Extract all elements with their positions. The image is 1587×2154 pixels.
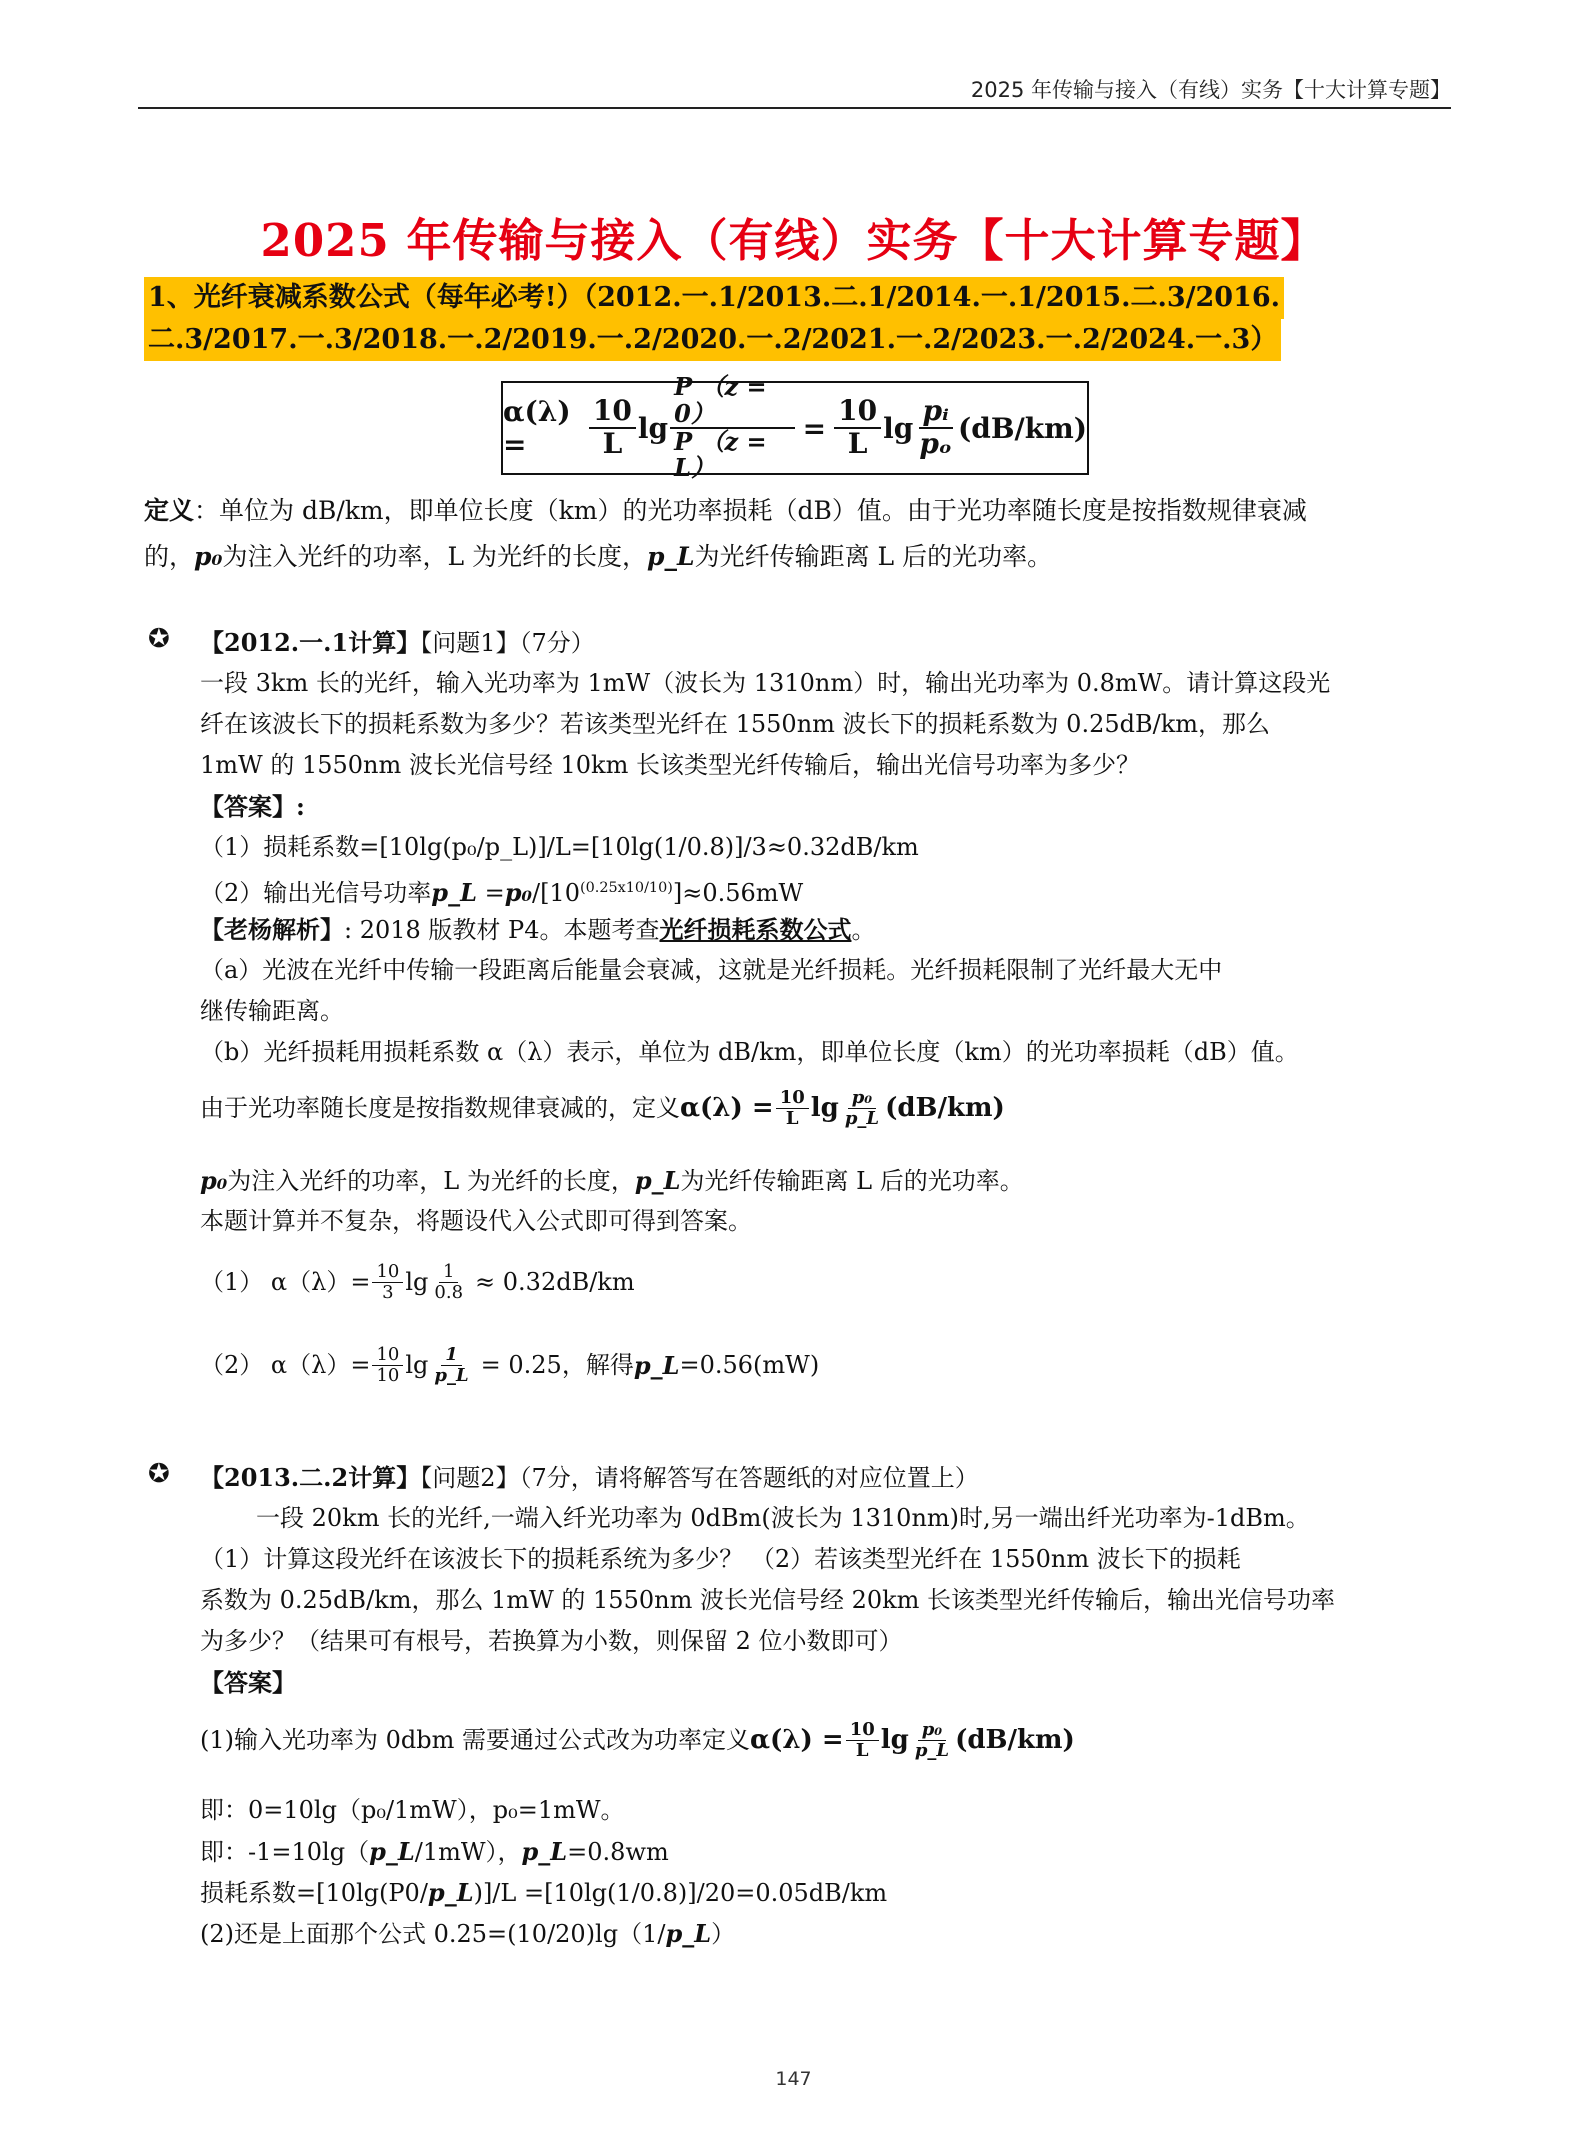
q2-answer-label: 【答案】 — [200, 1668, 296, 1697]
q1-simple-line: 本题计算并不复杂，将题设代入公式即可得到答案。 — [200, 1207, 752, 1235]
definition-line1 — [144, 490, 1454, 532]
q1-line3: 1mW 的 1550nm 波长光信号经 10km 长该类型光纤传输后，输出光信号功率为多少？ — [200, 751, 1140, 779]
q2-ans1-lg: lg — [880, 1725, 909, 1755]
section-heading-line1: 1、光纤衰减系数公式（每年必考!）（2012.一.1/2013.二.1/2014.一.1/2015.二.3/2016. — [144, 277, 1284, 319]
pL-symbol: p_L — [431, 878, 477, 907]
q1-calc1 — [200, 1262, 1455, 1303]
q1-line2: 纤在该波长下的损耗系数为多少？若该类型光纤在 1550nm 波长下的损耗系数为 0.25dB/km，那么 — [200, 710, 1271, 738]
q1-ans2-c: /[10 — [531, 879, 580, 907]
q2-ji2-a: 即：-1=10lg（ — [200, 1838, 370, 1866]
q1-def-unit: (dB/km) — [885, 1093, 1005, 1123]
pL-symbol: p_L — [633, 1351, 680, 1380]
q2-loss-a: 损耗系数=[10lg(P0/ — [200, 1879, 428, 1907]
q1-definition-formula — [200, 1088, 1455, 1129]
q2-heading — [200, 1457, 1455, 1499]
q1-p0-text-c: 为光纤传输距离 L 后的光功率。 — [680, 1167, 1024, 1195]
q1-point-a-line2: 继传输距离。 — [200, 997, 344, 1025]
q1-ans2-eq: = — [476, 879, 505, 907]
q1-answer2 — [200, 868, 1455, 914]
q1-analysis — [200, 909, 1455, 951]
q2-ans1-lhs: α(λ) = — [750, 1725, 844, 1755]
definition-text-2b: 为注入光纤的功率，L 为光纤的长度， — [222, 542, 648, 571]
section-heading-line2: 二.3/2017.一.3/2018.一.2/2019.一.2/2020.一.2/2021.一.2/2023.一.2/2024.一.3） — [144, 319, 1281, 361]
q2-ans1-frac2: $\frac{\text{p₀}}{p\_L}$ — [914, 1719, 950, 1761]
pL-symbol: p_L — [369, 1837, 415, 1866]
calc1-frac1: $\frac{10}{3}$ — [372, 1262, 403, 1303]
analysis-text-a: : 2018 版教材 P4。本题考查 — [344, 916, 660, 944]
calc2-lg: lg — [405, 1351, 429, 1379]
q1-calc2 — [200, 1345, 1455, 1386]
q2-tag: 【2013.二.2计算】 — [200, 1463, 421, 1492]
q1-point-a-line1: （a）光波在光纤中传输一段距离后能量会衰减，这就是光纤损耗。光纤损耗限制了光纤最大无中 — [200, 956, 1223, 984]
q2-ans1-text: (1)输入光功率为 0dbm 需要通过公式改为功率定义 — [200, 1726, 751, 1754]
q1-def-text: 由于光功率随长度是按指数规律衰减的，定义 — [200, 1094, 680, 1122]
calc1-frac2: $\frac{1}{0.8}$ — [434, 1261, 464, 1303]
q1-ans2-text: （2）输出光信号功率 — [200, 879, 432, 907]
calc2-lhs: （2） α（λ）= — [200, 1351, 371, 1379]
calc2-result: = 0.25，解得 — [480, 1351, 634, 1379]
formula-equals: = — [802, 411, 827, 445]
question-star-icon: ✪ — [148, 624, 170, 654]
q1-def-frac2: $\frac{\text{p₀}}{p\_L}$ — [844, 1087, 880, 1129]
definition-line2 — [144, 536, 1454, 578]
q2-ans1-unit: (dB/km) — [955, 1725, 1075, 1755]
formula-fraction-pi-over-po: $\frac{\text{pᵢ}}{\text{pₒ}}$ — [919, 394, 952, 460]
page-number: 147 — [775, 2068, 812, 2090]
formula-fraction-10-over-L-2: $\frac{10}{L}$ — [834, 396, 881, 460]
q2-ji2-b: /1mW）， — [414, 1838, 522, 1866]
formula-lg: lg — [637, 411, 669, 445]
definition-text-2a: 的， — [144, 542, 195, 571]
analysis-keyword: 光纤损耗系数公式 — [659, 915, 852, 944]
q2-line3: 系数为 0.25dB/km，那么 1mW 的 1550nm 波长光信号经 20km 长该类型光纤传输后，输出光信号功率 — [200, 1586, 1336, 1614]
q1-ans2-d: ]≈0.56mW — [672, 879, 804, 907]
q1-p0-text: 为注入光纤的功率，L 为光纤的长度， — [227, 1167, 635, 1195]
formula-unit: (dB/km) — [958, 411, 1087, 445]
q2-ans2-b: ） — [711, 1920, 736, 1948]
q2-loss-b: )]/L =[10lg(1/0.8)]/20=0.05dB/km — [473, 1879, 888, 1907]
q2-ji2 — [200, 1831, 1455, 1873]
analysis-text-b: 。 — [851, 916, 876, 944]
q1-def-frac1: $\frac{10}{L}$ — [776, 1088, 809, 1129]
calc2-result-c: =0.56(mW) — [679, 1351, 820, 1379]
pL-symbol: p_L — [521, 1837, 568, 1866]
formula-fraction-p0-over-pL: $\frac{P (z = 0)}{P (z = L)}$ — [670, 374, 795, 482]
q1-def-lhs: α(λ) = — [680, 1093, 774, 1123]
running-header: 2025 年传输与接入（有线）实务【十大计算专题】 — [970, 78, 1451, 102]
q2-tag-rest: 【问题2】（7分，请将解答写在答题纸的对应位置上） — [420, 1464, 979, 1492]
q2-ji1: 即：0=10lg（p₀/1mW），p₀=1mW。 — [200, 1796, 625, 1824]
formula-fraction-10-over-L: $\frac{10}{L}$ — [589, 396, 636, 460]
definition-label: 定义 — [144, 496, 195, 525]
q2-line2: （1）计算这段光纤在该波长下的损耗系统为多少？ （2）若该类型光纤在 1550nm 波长下的损耗 — [200, 1545, 1241, 1573]
q2-ans1-frac1: $\frac{10}{L}$ — [846, 1720, 879, 1761]
pL-symbol: p_L — [634, 1166, 681, 1195]
q2-line4: 为多少？（结果可有根号，若换算为小数，则保留 2 位小数即可） — [200, 1627, 903, 1655]
q1-def-lg: lg — [810, 1093, 839, 1123]
pL-symbol: p_L — [427, 1878, 474, 1907]
calc1-lg: lg — [405, 1268, 429, 1296]
calc1-result: ≈ 0.32dB/km — [475, 1268, 635, 1296]
calc2-frac2: $\frac{1}{p\_L}$ — [434, 1344, 469, 1386]
p0-symbol: p₀ — [200, 1166, 228, 1195]
q1-answer-label: 【答案】: — [200, 792, 305, 821]
calc1-lhs: （1） α（λ）= — [200, 1268, 371, 1296]
q1-answer1: （1）损耗系数=[10lg(p₀/p_L)]/L=[10lg(1/0.8)]/3≈0.32dB/km — [200, 833, 919, 861]
q2-line1: 一段 20km 长的光纤,一端入纤光功率为 0dBm(波长为 1310nm)时,另一端出纤光功率为-1dBm。 — [256, 1504, 1310, 1532]
question-star-icon: ✪ — [148, 1459, 170, 1489]
calc2-frac1: $\frac{10}{10}$ — [372, 1345, 403, 1386]
q1-tag-rest: 【问题1】（7分） — [420, 629, 595, 657]
q2-answer2 — [200, 1913, 1455, 1955]
q1-tag: 【2012.一.1计算】 — [200, 628, 421, 657]
pL-symbol: p_L — [647, 542, 695, 571]
pL-symbol: p_L — [665, 1919, 712, 1948]
formula-lg-2: lg — [883, 411, 914, 445]
attenuation-formula-box — [501, 372, 1089, 483]
q1-heading — [200, 622, 1455, 664]
header-divider — [138, 107, 1451, 109]
q1-ans2-exponent: (0.25x10/10) — [579, 880, 673, 896]
p0-symbol: p₀ — [504, 878, 532, 907]
definition-text-1: ：单位为 dB/km，即单位长度（km）的光功率损耗（dB）值。由于光功率随长度是按指数规律衰减 — [194, 496, 1307, 525]
q1-line1: 一段 3km 长的光纤，输入光功率为 1mW（波长为 1310nm）时，输出光功率为 0.8mW。请计算这段光 — [200, 669, 1331, 697]
page-title: 2025 年传输与接入（有线）实务【十大计算专题】 — [260, 214, 1327, 267]
q2-ans2-a: (2)还是上面那个公式 0.25=(10/20)lg（1/ — [200, 1920, 666, 1948]
p0-symbol: p₀ — [194, 542, 223, 571]
formula-lhs: α(λ) = — [503, 395, 571, 461]
q2-ji2-c: =0.8wm — [567, 1838, 669, 1866]
q1-p0-line — [200, 1160, 1455, 1202]
q2-loss-coefficient — [200, 1872, 1455, 1914]
analysis-label: 【老杨解析】 — [200, 915, 344, 944]
q2-answer1 — [200, 1720, 1455, 1761]
definition-text-2c: 为光纤传输距离 L 后的光功率。 — [694, 542, 1053, 571]
q1-point-b: （b）光纤损耗用损耗系数 α（λ）表示，单位为 dB/km，即单位长度（km）的光功率损耗（dB）值。 — [200, 1038, 1299, 1066]
